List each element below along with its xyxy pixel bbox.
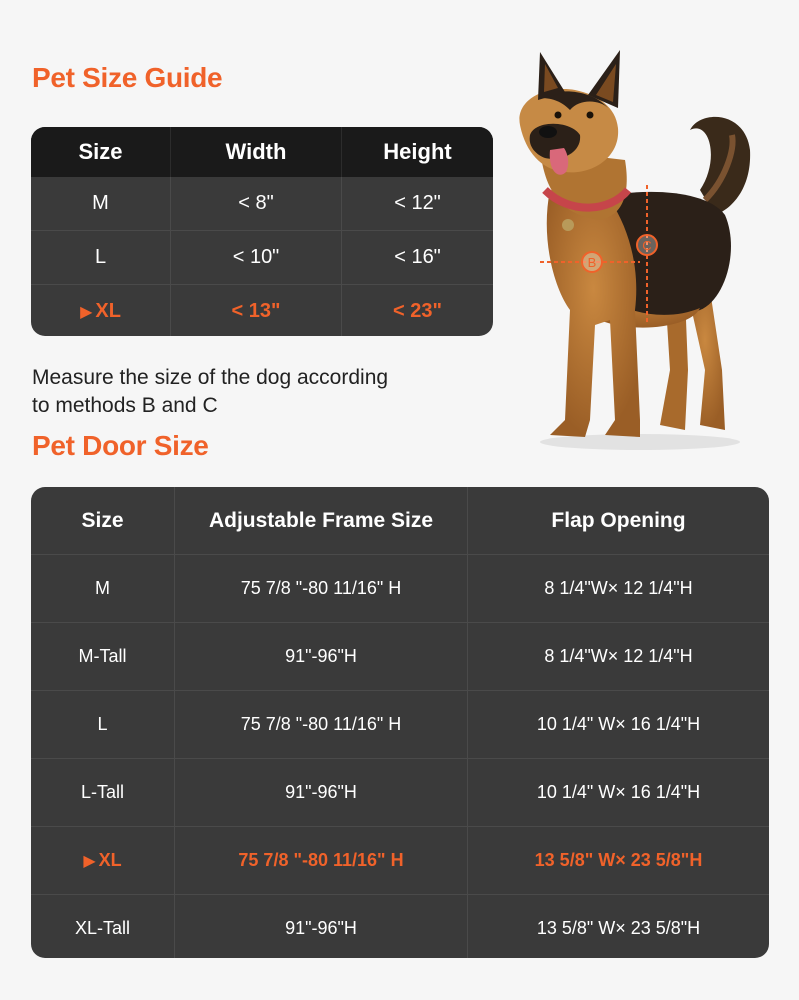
frame-cell: 75 7/8 "-80 11/16" H	[174, 827, 467, 894]
flap-cell: 10 1/4" W× 16 1/4"H	[467, 759, 769, 826]
play-triangle-icon: ▶	[80, 303, 93, 321]
width-cell: < 8"	[170, 177, 341, 230]
height-cell: < 16"	[341, 231, 493, 284]
size-label: XL	[95, 300, 121, 322]
dog-illustration	[500, 40, 770, 460]
size-cell: L	[97, 714, 108, 734]
header-flap-opening: Flap Opening	[467, 487, 769, 554]
table-row	[31, 230, 493, 284]
frame-cell: 75 7/8 "-80 11/16" H	[174, 691, 467, 758]
measure-note-line2: to methods B and C	[32, 394, 218, 417]
header-width: Width	[170, 127, 341, 177]
header-size: Size	[78, 139, 123, 164]
width-cell: < 10"	[170, 231, 341, 284]
flap-cell: 8 1/4"W× 12 1/4"H	[467, 623, 769, 690]
size-cell: L-Tall	[80, 782, 124, 802]
measure-b-label: B	[587, 255, 597, 270]
pet-size-guide-table	[31, 127, 493, 336]
table-row-highlighted	[31, 284, 493, 336]
frame-cell: 91"-96"H	[174, 759, 467, 826]
pet-size-guide-title: Pet Size Guide	[32, 62, 223, 93]
size-cell: M	[92, 192, 109, 214]
height-cell: < 23"	[341, 285, 493, 336]
pet-door-size-table	[31, 487, 769, 958]
table-row	[31, 758, 769, 826]
header-frame-size: Adjustable Frame Size	[174, 487, 467, 554]
frame-cell: 91"-96"H	[174, 623, 467, 690]
width-cell: < 13"	[170, 285, 341, 336]
table-row	[31, 622, 769, 690]
size-cell: M	[95, 578, 110, 598]
table-row	[31, 894, 769, 958]
header-size: Size	[81, 508, 124, 532]
flap-cell: 10 1/4" W× 16 1/4"H	[467, 691, 769, 758]
pet-door-size-title: Pet Door Size	[32, 430, 209, 461]
size-cell: XL-Tall	[74, 918, 131, 938]
size-cell: M-Tall	[78, 646, 127, 666]
flap-cell: 13 5/8" W× 23 5/8"H	[467, 827, 769, 894]
frame-cell: 75 7/8 "-80 11/16" H	[174, 555, 467, 622]
measure-note	[32, 364, 388, 420]
table-row	[31, 177, 493, 230]
size-label: XL	[98, 850, 122, 870]
table-row-highlighted	[31, 826, 769, 894]
table-header	[31, 487, 769, 554]
header-height: Height	[341, 127, 493, 177]
frame-cell: 91"-96"H	[174, 895, 467, 958]
measure-c-label: C	[642, 238, 652, 253]
table-row	[31, 554, 769, 622]
play-triangle-icon: ▶	[83, 852, 96, 870]
flap-cell: 13 5/8" W× 23 5/8"H	[467, 895, 769, 958]
table-row	[31, 690, 769, 758]
height-cell: < 12"	[341, 177, 493, 230]
size-cell: L	[94, 246, 107, 268]
flap-cell: 8 1/4"W× 12 1/4"H	[467, 555, 769, 622]
size-cell	[31, 285, 170, 336]
table-header	[31, 127, 493, 177]
measure-note-line1: Measure the size of the dog according	[32, 366, 389, 389]
size-cell	[31, 827, 174, 894]
